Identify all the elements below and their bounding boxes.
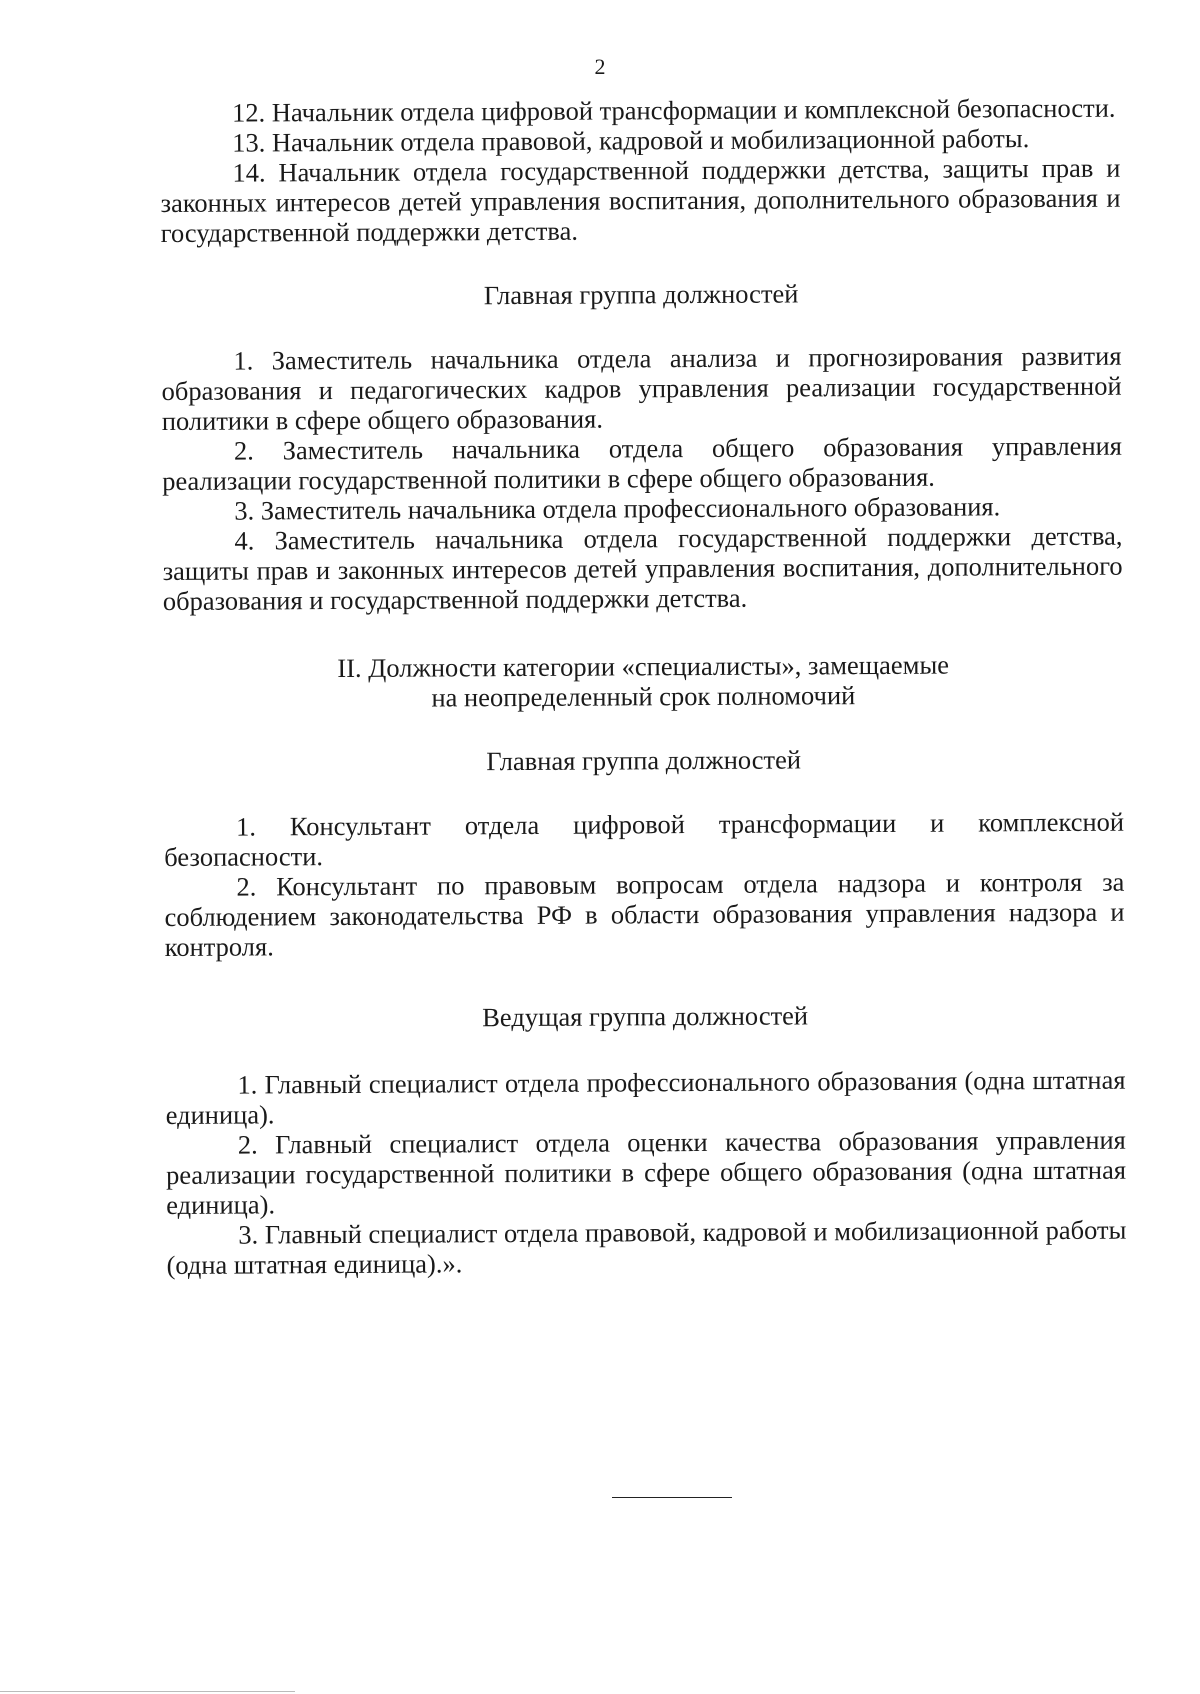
section-heading-line-2: на неопределенный срок полномочий xyxy=(431,680,856,713)
list-item: 2. Главный специалист отдела оценки качества образования управления реализации государственной политики в сфере общего образования (одна штатная единица). xyxy=(165,1124,1127,1220)
list-item: 13. Начальник отдела правовой, кадровой и мобилизационной работы. xyxy=(232,123,1030,158)
group-heading-leading: Ведущая группа должностей xyxy=(482,1000,809,1033)
page-number: 2 xyxy=(594,54,606,79)
list-item: 1. Заместитель начальника отдела анализа и прогнозирования развития образования и педагогических кадров управления реализации государственной политики в сфере общего образования. xyxy=(161,340,1122,436)
list-item: 1. Главный специалист отдела профессионального образования (одна штатная единица). xyxy=(165,1064,1126,1130)
list-top xyxy=(160,93,1121,248)
list-item: 12. Начальник отдела цифровой трансформации и комплексной безопасности. xyxy=(231,92,1116,128)
scan-edge-line xyxy=(0,1691,295,1692)
list-main-2 xyxy=(164,807,1125,962)
list-item: 3. Заместитель начальника отдела профессионального образования. xyxy=(234,491,1001,526)
group-heading-main-1: Главная группа должностей xyxy=(483,278,799,311)
list-item: 3. Главный специалист отдела правовой, кадровой и мобилизационной работы (одна штатная единица).». xyxy=(166,1214,1127,1280)
group-heading-main-2: Главная группа должностей xyxy=(486,744,802,777)
section-heading-2 xyxy=(163,649,1123,714)
end-of-document-rule xyxy=(612,1497,732,1498)
list-main-1 xyxy=(161,341,1122,616)
list-item: 2. Консультант по правовым вопросам отдела надзора и контроля за соблюдением законодательства РФ в области образования управления надзора и контроля. xyxy=(164,866,1125,962)
document-body xyxy=(160,93,1127,1280)
section-heading-line-1: II. Должности категории «специалисты», замещаемые xyxy=(337,649,950,684)
list-item: 2. Заместитель начальника отдела общего образования управления реализации государственной политики в сфере общего образования. xyxy=(162,430,1123,496)
list-leading xyxy=(165,1065,1126,1280)
list-item: 4. Заместитель начальника отдела государственной поддержки детства, защиты прав и законных интересов детей управления воспитания, дополнительного образования и государственной поддержки детства. xyxy=(162,520,1123,616)
list-item: 14. Начальник отдела государственной поддержки детства, защиты прав и законных интересов детей управления воспитания, дополнительного образования и государственной поддержки детства. xyxy=(160,152,1121,248)
list-item: 1. Консультант отдела цифровой трансформации и комплексной безопасности. xyxy=(164,806,1125,872)
